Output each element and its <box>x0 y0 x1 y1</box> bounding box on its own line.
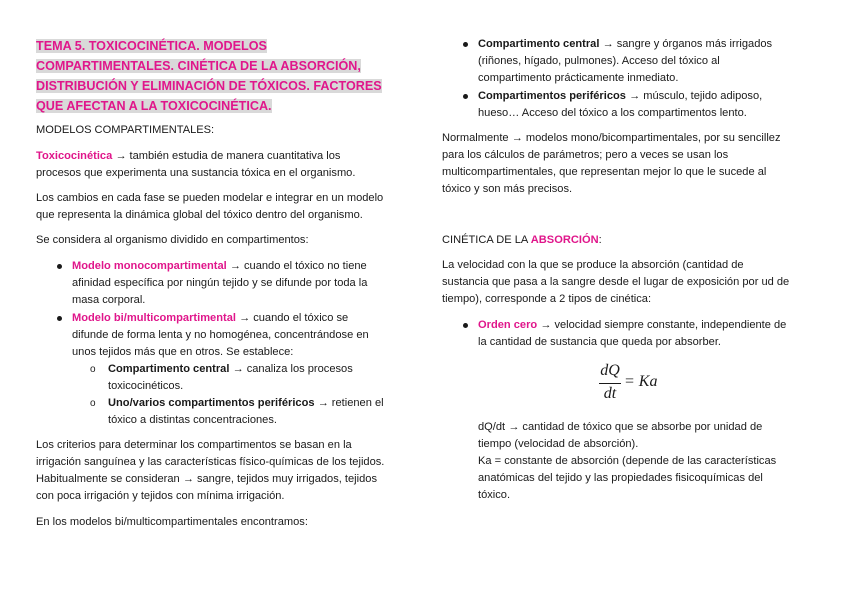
formula-rhs: = Ka <box>624 373 658 390</box>
text: → músculo, tejido adiposo, <box>625 90 763 102</box>
paragraph-encontramos: En los modelos bi/multicompartimentales encontramos: <box>36 516 308 528</box>
term-compartimentos-perifericos: Compartimentos periféricos <box>478 90 626 102</box>
section-heading: MODELOS COMPARTIMENTALES: <box>36 124 215 136</box>
text: → cuando el tóxico no tiene <box>226 260 367 272</box>
term-multicompartimental: Modelo bi/multicompartimental <box>72 312 236 324</box>
text: (riñones, hígado, pulmones). Acceso del tóxico al <box>478 55 720 67</box>
list-item <box>478 36 772 87</box>
text: tóxico. <box>478 489 511 501</box>
text: Los criterios para determinar los compartimentos se basan en la <box>36 439 352 451</box>
text: : <box>598 234 602 246</box>
formula-denominator: dt <box>603 385 617 402</box>
text: La velocidad con la que se produce la absorción (cantidad de <box>442 259 744 271</box>
paragraph-normalmente <box>442 130 781 198</box>
sub-list-item <box>108 361 353 395</box>
text: Los cambios en cada fase se pueden modelar e integrar en un modelo <box>36 192 384 204</box>
document-title <box>36 36 398 116</box>
text: masa corporal. <box>72 294 146 306</box>
text: multicompartimentales, que representan mejor lo que le sucede al <box>442 166 767 178</box>
paragraph-compartimentos: Se considera al organismo dividido en compartimentos: <box>36 234 309 246</box>
list-item <box>478 317 786 351</box>
term-perifericos: Uno/varios compartimentos periféricos <box>108 397 315 409</box>
sub-list-item <box>108 395 384 429</box>
formula-numerator: dQ <box>600 362 620 379</box>
title-line: COMPARTIMENTALES. CINÉTICA DE LA ABSORCIÓN, <box>36 59 361 73</box>
text: compartimento prácticamente inmediato. <box>478 72 679 84</box>
text: dQ/dt → cantidad de tóxico que se absorbe por unidad de <box>478 421 763 433</box>
text: para los cálculos de parámetros; pero a veces se usan los <box>442 149 729 161</box>
text: Habitualmente se consideran → sangre, tejidos muy irrigados, tejidos <box>36 473 377 485</box>
term-monocompartimental: Modelo monocompartimental <box>72 260 227 272</box>
text: procesos que experimenta una sustancia tóxica en el organismo. <box>36 167 356 179</box>
term-compartimento-central: Compartimento central <box>108 363 230 375</box>
text: → también estudia de manera cuantitativa los <box>112 150 341 162</box>
text: → retienen el <box>314 397 384 409</box>
paragraph-velocidad <box>442 257 789 308</box>
list-item <box>72 310 369 361</box>
text: difunde de forma lenta y no homogénea, concentrándose en <box>72 329 369 341</box>
list-item <box>478 88 762 122</box>
paragraph-cambios <box>36 190 383 224</box>
text: tiempo (velocidad de absorción). <box>478 438 639 450</box>
text: tóxico y son más precisos. <box>442 183 573 195</box>
text: → canaliza los procesos <box>229 363 353 375</box>
text: toxicocinéticos. <box>108 380 184 392</box>
paragraph-toxicocinetica <box>36 148 355 182</box>
term-compartimento-central: Compartimento central <box>478 38 600 50</box>
text: unos tejidos más que en otros. Se establece: <box>72 346 294 358</box>
term-orden-cero: Orden cero <box>478 319 538 331</box>
fraction-bar <box>599 383 621 384</box>
text: tóxico a distintas concentraciones. <box>108 414 277 426</box>
text: sustancia que pasa a la sangre desde el lugar de exposición por ud de <box>442 276 790 288</box>
text: la cantidad de sustancia que queda por absorber. <box>478 336 722 348</box>
absorption-formula <box>598 364 678 404</box>
text: irrigación sanguínea y las características físico-químicas de los tejidos. <box>36 456 385 468</box>
text: → sangre y órganos más irrigados <box>599 38 773 50</box>
text: hueso… Acceso del tóxico a los compartimentos lento. <box>478 107 747 119</box>
text: que representa la dinámica global del tóxico dentro del organismo. <box>36 209 363 221</box>
section-heading-absorcion <box>442 232 602 249</box>
title-line: QUE AFECTAN A LA TOXICOCINÉTICA. <box>36 99 272 113</box>
list-item <box>72 258 367 309</box>
text: anatómicas del tejido y las propiedades fisicoquímicas del <box>478 472 763 484</box>
text: tiempo), corresponde a 2 tipos de cinética: <box>442 293 652 305</box>
text: Ka = constante de absorción (depende de las características <box>478 455 777 467</box>
term-toxicocinetica: Toxicocinética <box>36 150 113 162</box>
text: Normalmente → modelos mono/bicompartimentales, por su sencillez <box>442 132 781 144</box>
title-line: DISTRIBUCIÓN Y ELIMINACIÓN DE TÓXICOS. FACTORES <box>36 79 382 93</box>
paragraph-criterios <box>36 437 384 505</box>
text: con poca irrigación y tejidos con mínima irrigación. <box>36 490 285 502</box>
title-line: TEMA 5. TOXICOCINÉTICA. MODELOS <box>36 39 267 53</box>
text: → cuando el tóxico se <box>235 312 349 324</box>
text: → velocidad siempre constante, independiente de <box>537 319 787 331</box>
definitions <box>478 419 776 504</box>
term-absorcion: ABSORCIÓN <box>530 234 599 246</box>
text: CINÉTICA DE LA <box>442 234 531 246</box>
text: afinidad específica por ningún tejido y se difunde por toda la <box>72 277 368 289</box>
